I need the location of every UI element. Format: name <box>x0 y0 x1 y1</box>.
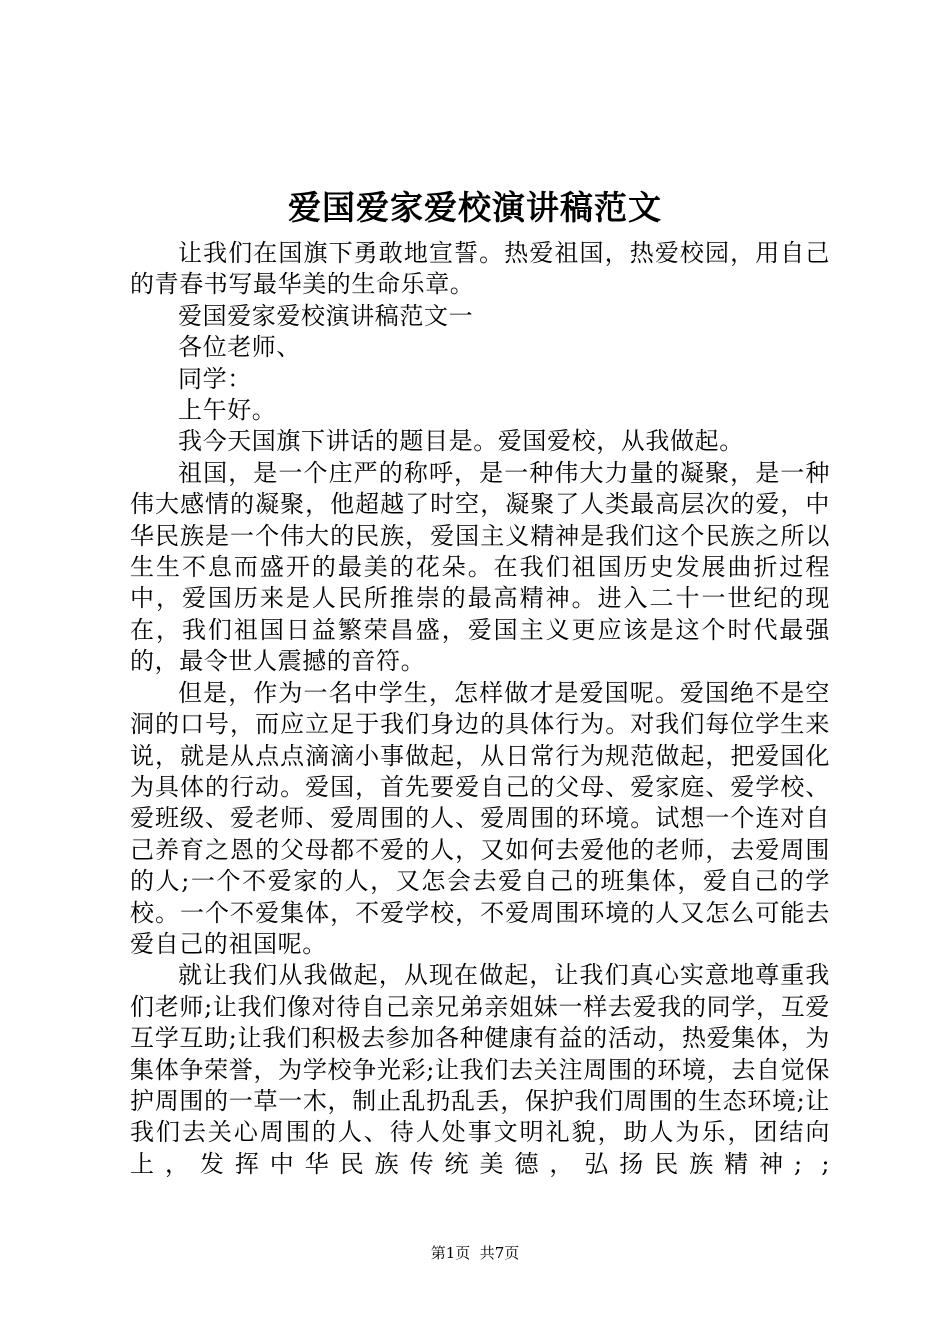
paragraph-greeting: 上午好。 <box>178 396 277 425</box>
paragraph-topic: 我今天国旗下讲话的题目是。爱国爱校，从我做起。 <box>178 427 744 456</box>
page-footer: 第1页 共7页 <box>430 1244 520 1262</box>
paragraph-heading: 爱国爱家爱校演讲稿范文一 <box>178 301 474 330</box>
paragraph-start-from-me: 就让我们从我做起，从现在做起，让我们真心实意地尊重我们老师;让我们像对待自己亲兄弟亲姐妹一样去爱我的同学，互爱互学互助;让我们积极去参加各种健康有益的活动，热爱集体，为集体争荣誉，为学校争光彩;让我们去关注周围的环境，去自觉保护周围的一草一木，制止乱扔乱丢，保护我们周围的生态环境;让我们去关心周围的人、待人处事文明礼貌，助人为乐，团结向上，发挥中华民族传统美德，弘扬民族精神; ; <box>130 961 830 1178</box>
paragraph-salutation-teachers: 各位老师、 <box>178 333 301 362</box>
paragraph-salutation-students: 同学： <box>178 364 252 393</box>
paragraph-how-to-love: 但是，作为一名中学生，怎样做才是爱国呢。爱国绝不是空洞的口号，而应立足于我们身边的具体行为。对我们每位学生来说，就是从点点滴滴小事做起，从日常行为规范做起，把爱国化为具体的行动。爱国，首先要爱自己的父母、爱家庭、爱学校、爱班级、爱老师、爱周围的人、爱周围的环境。试想一个连对自己养育之恩的父母都不爱的人，又如何去爱他的老师，去爱周围的人;一个不爱家的人，又怎会去爱自己的班集体，爱自己的学校。一个不爱集体，不爱学校，不爱周围环境的人又怎么可能去爱自己的祖国呢。 <box>130 678 830 958</box>
document-body <box>130 238 830 1180</box>
document-title: 爱国爱家爱校演讲稿范文 <box>288 188 662 227</box>
paragraph-intro: 让我们在国旗下勇敢地宣誓。热爱祖国，热爱校园，用自己的青春书写最华美的生命乐章。 <box>130 239 830 299</box>
paragraph-motherland: 祖国，是一个庄严的称呼，是一种伟大力量的凝聚，是一种伟大感情的凝聚，他超越了时空，凝聚了人类最高层次的爱，中华民族是一个伟大的民族，爱国主义精神是我们这个民族之所以生生不息而盛开的最美的花朵。在我们祖国历史发展曲折过程中，爱国历来是人民所推崇的最高精神。进入二十一世纪的现在，我们祖国日益繁荣昌盛，爱国主义更应该是这个时代最强的，最令世人震撼的音符。 <box>130 458 830 676</box>
